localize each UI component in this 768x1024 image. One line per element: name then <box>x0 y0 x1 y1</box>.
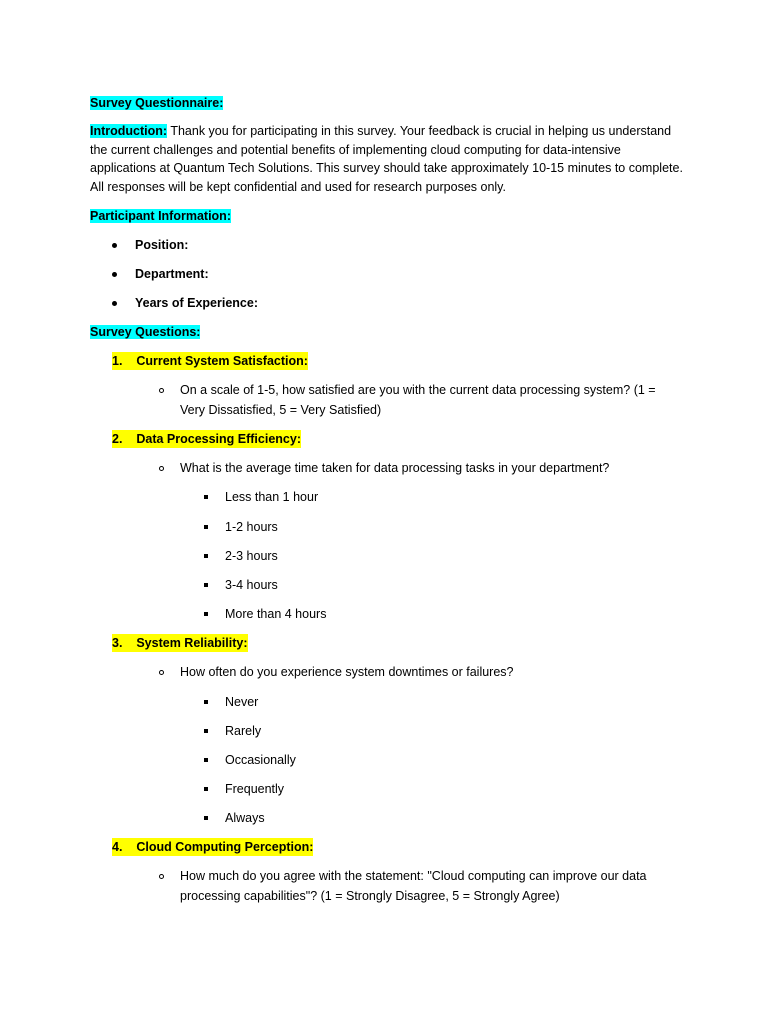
square-bullet-icon <box>204 758 208 762</box>
bullet-icon <box>112 272 117 277</box>
answer-option-label: Never <box>225 695 259 709</box>
square-bullet-icon <box>204 554 208 558</box>
survey-questions-heading <box>90 323 200 341</box>
introduction-text: Thank you for participating in this survey. Your feedback is crucial in helping us understand the current challenges and potential benefits of implementing cloud computing for data-intensive applications at Quantum Tech Solutions. This survey should take approximately 10-15 minutes to complete. All responses will be kept confidential and used for research purposes only. <box>90 124 683 194</box>
question-title-text: System Reliability: <box>136 636 248 650</box>
survey-title-text: Survey Questionnaire: <box>90 96 224 110</box>
square-bullet-icon <box>204 816 208 820</box>
participant-field-label: Department: <box>135 267 209 281</box>
square-bullet-icon <box>204 583 208 587</box>
question-prompt: On a scale of 1-5, how satisfied are you with the current data processing system? (1 = Very Dissatisfied, 5 = Very Satisfied) <box>180 383 656 417</box>
circle-bullet-icon <box>159 466 164 471</box>
question-title-text: Current System Satisfaction: <box>136 354 308 368</box>
question-prompt: What is the average time taken for data processing tasks in your department? <box>180 461 610 475</box>
square-bullet-icon <box>204 700 208 704</box>
question-title <box>112 430 301 448</box>
answer-option-label: Rarely <box>225 724 262 738</box>
participant-field-label: Years of Experience: <box>135 296 258 310</box>
participant-field-label: Position: <box>135 238 189 252</box>
answer-option-label: Less than 1 hour <box>225 490 319 504</box>
question-number: 1. <box>112 354 123 368</box>
survey-questions-heading-text: Survey Questions: <box>90 325 201 339</box>
bullet-icon <box>112 301 117 306</box>
question-prompt: How much do you agree with the statement: "Cloud computing can improve our data processing capabilities"? (1 = Strongly Disagree, 5 = Strongly Agree) <box>180 869 647 903</box>
introduction-label: Introduction: <box>90 124 168 138</box>
answer-option-label: 3-4 hours <box>225 578 278 592</box>
introduction-paragraph <box>90 122 686 196</box>
circle-bullet-icon <box>159 388 164 393</box>
square-bullet-icon <box>204 525 208 529</box>
participant-heading-text: Participant Information: <box>90 209 231 223</box>
question-title <box>112 634 248 652</box>
answer-option-label: More than 4 hours <box>225 607 327 621</box>
participant-heading <box>90 207 231 225</box>
question-number: 4. <box>112 840 123 854</box>
bullet-icon <box>112 243 117 248</box>
answer-option-label: 2-3 hours <box>225 549 278 563</box>
question-number: 2. <box>112 432 123 446</box>
answer-option-label: 1-2 hours <box>225 520 278 534</box>
question-title-text: Cloud Computing Perception: <box>136 840 314 854</box>
question-number: 3. <box>112 636 123 650</box>
answer-option-label: Frequently <box>225 782 285 796</box>
square-bullet-icon <box>204 612 208 616</box>
answer-option-label: Always <box>225 811 265 825</box>
question-title-text: Data Processing Efficiency: <box>136 432 301 446</box>
survey-title <box>90 94 223 112</box>
question-prompt: How often do you experience system downtimes or failures? <box>180 665 514 679</box>
answer-option-label: Occasionally <box>225 753 296 767</box>
circle-bullet-icon <box>159 874 164 879</box>
square-bullet-icon <box>204 729 208 733</box>
square-bullet-icon <box>204 787 208 791</box>
question-title <box>112 838 313 856</box>
square-bullet-icon <box>204 495 208 499</box>
question-title <box>112 352 308 370</box>
circle-bullet-icon <box>159 670 164 675</box>
